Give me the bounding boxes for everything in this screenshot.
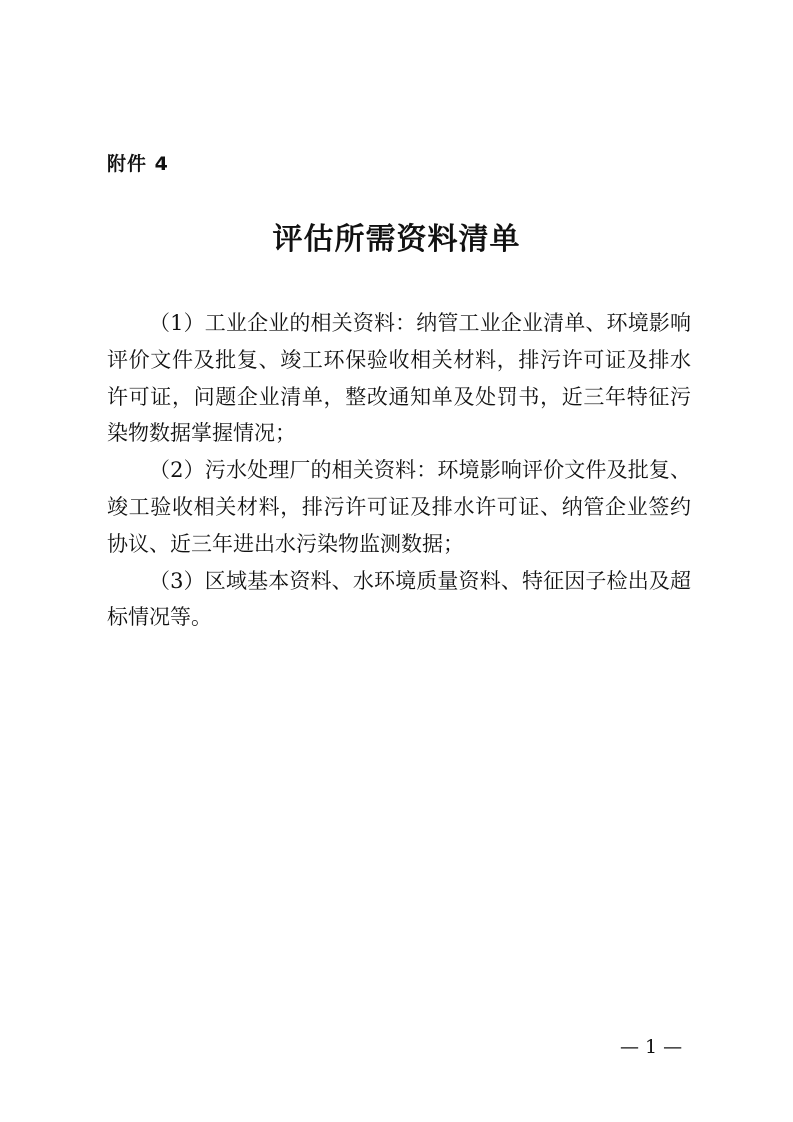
paragraph-3: （3）区域基本资料、水环境质量资料、特征因子检出及超标情况等。: [107, 568, 691, 630]
attachment-label: 附件 4: [107, 153, 169, 175]
document-title: 评估所需资料清单: [272, 222, 521, 257]
paragraph-1: （1）工业企业的相关资料：纳管工业企业清单、环境影响评价文件及批复、竣工环保验收相关材料，排污许可证及排水许可证，问题企业清单，整改通知单及处罚书，近三年特征污染物数据掌握情况；: [107, 311, 691, 446]
document-body: [107, 305, 691, 636]
page-number: — 1 —: [620, 1036, 683, 1058]
paragraph-2: （2）污水处理厂的相关资料：环境影响评价文件及批复、竣工验收相关材料，排污许可证及排水许可证、纳管企业签约协议、近三年进出水污染物监测数据；: [107, 458, 691, 556]
